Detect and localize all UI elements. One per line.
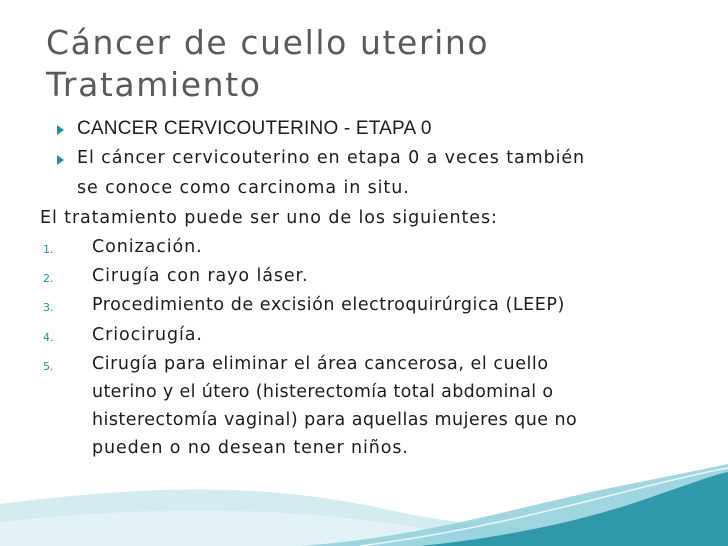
list-number: 3. <box>43 301 54 314</box>
list-item-text: Cirugía con rayo láser. <box>92 266 309 286</box>
triangle-bullet-icon <box>57 155 64 165</box>
list-number: 4. <box>43 331 54 344</box>
title-line-1: Cáncer de cuello uterino <box>46 23 490 62</box>
list-item-text: uterino y el útero (histerectomía total abdominal o <box>92 382 554 402</box>
list-item-text: Procedimiento de excisión electroquirúrgica (LEEP) <box>92 295 565 315</box>
list-item-text: histerectomía vaginal) para aquellas mujeres que no <box>92 410 578 430</box>
list-number: 5. <box>43 360 54 373</box>
intro-text: El tratamiento puede ser uno de los siguientes: <box>40 208 498 228</box>
bullet-heading: CANCER CERVICOUTERINO - ETAPA 0 <box>77 118 432 139</box>
list-item-text: Cirugía para eliminar el área cancerosa, el cuello <box>92 354 549 374</box>
list-item-text: pueden o no desean tener niños. <box>92 438 409 458</box>
list-number: 1. <box>43 243 54 256</box>
title-line-2: Tratamiento <box>46 65 262 104</box>
list-item-text: Criocirugía. <box>92 325 203 345</box>
bullet-text-line: El cáncer cervicouterino en etapa 0 a veces también <box>77 148 586 168</box>
triangle-bullet-icon <box>57 125 64 135</box>
slide-title <box>46 22 489 106</box>
list-item-text: Conización. <box>92 237 203 257</box>
bullet-text-line: se conoce como carcinoma in situ. <box>77 178 410 198</box>
list-number: 2. <box>43 272 54 285</box>
decorative-waves <box>0 446 728 546</box>
